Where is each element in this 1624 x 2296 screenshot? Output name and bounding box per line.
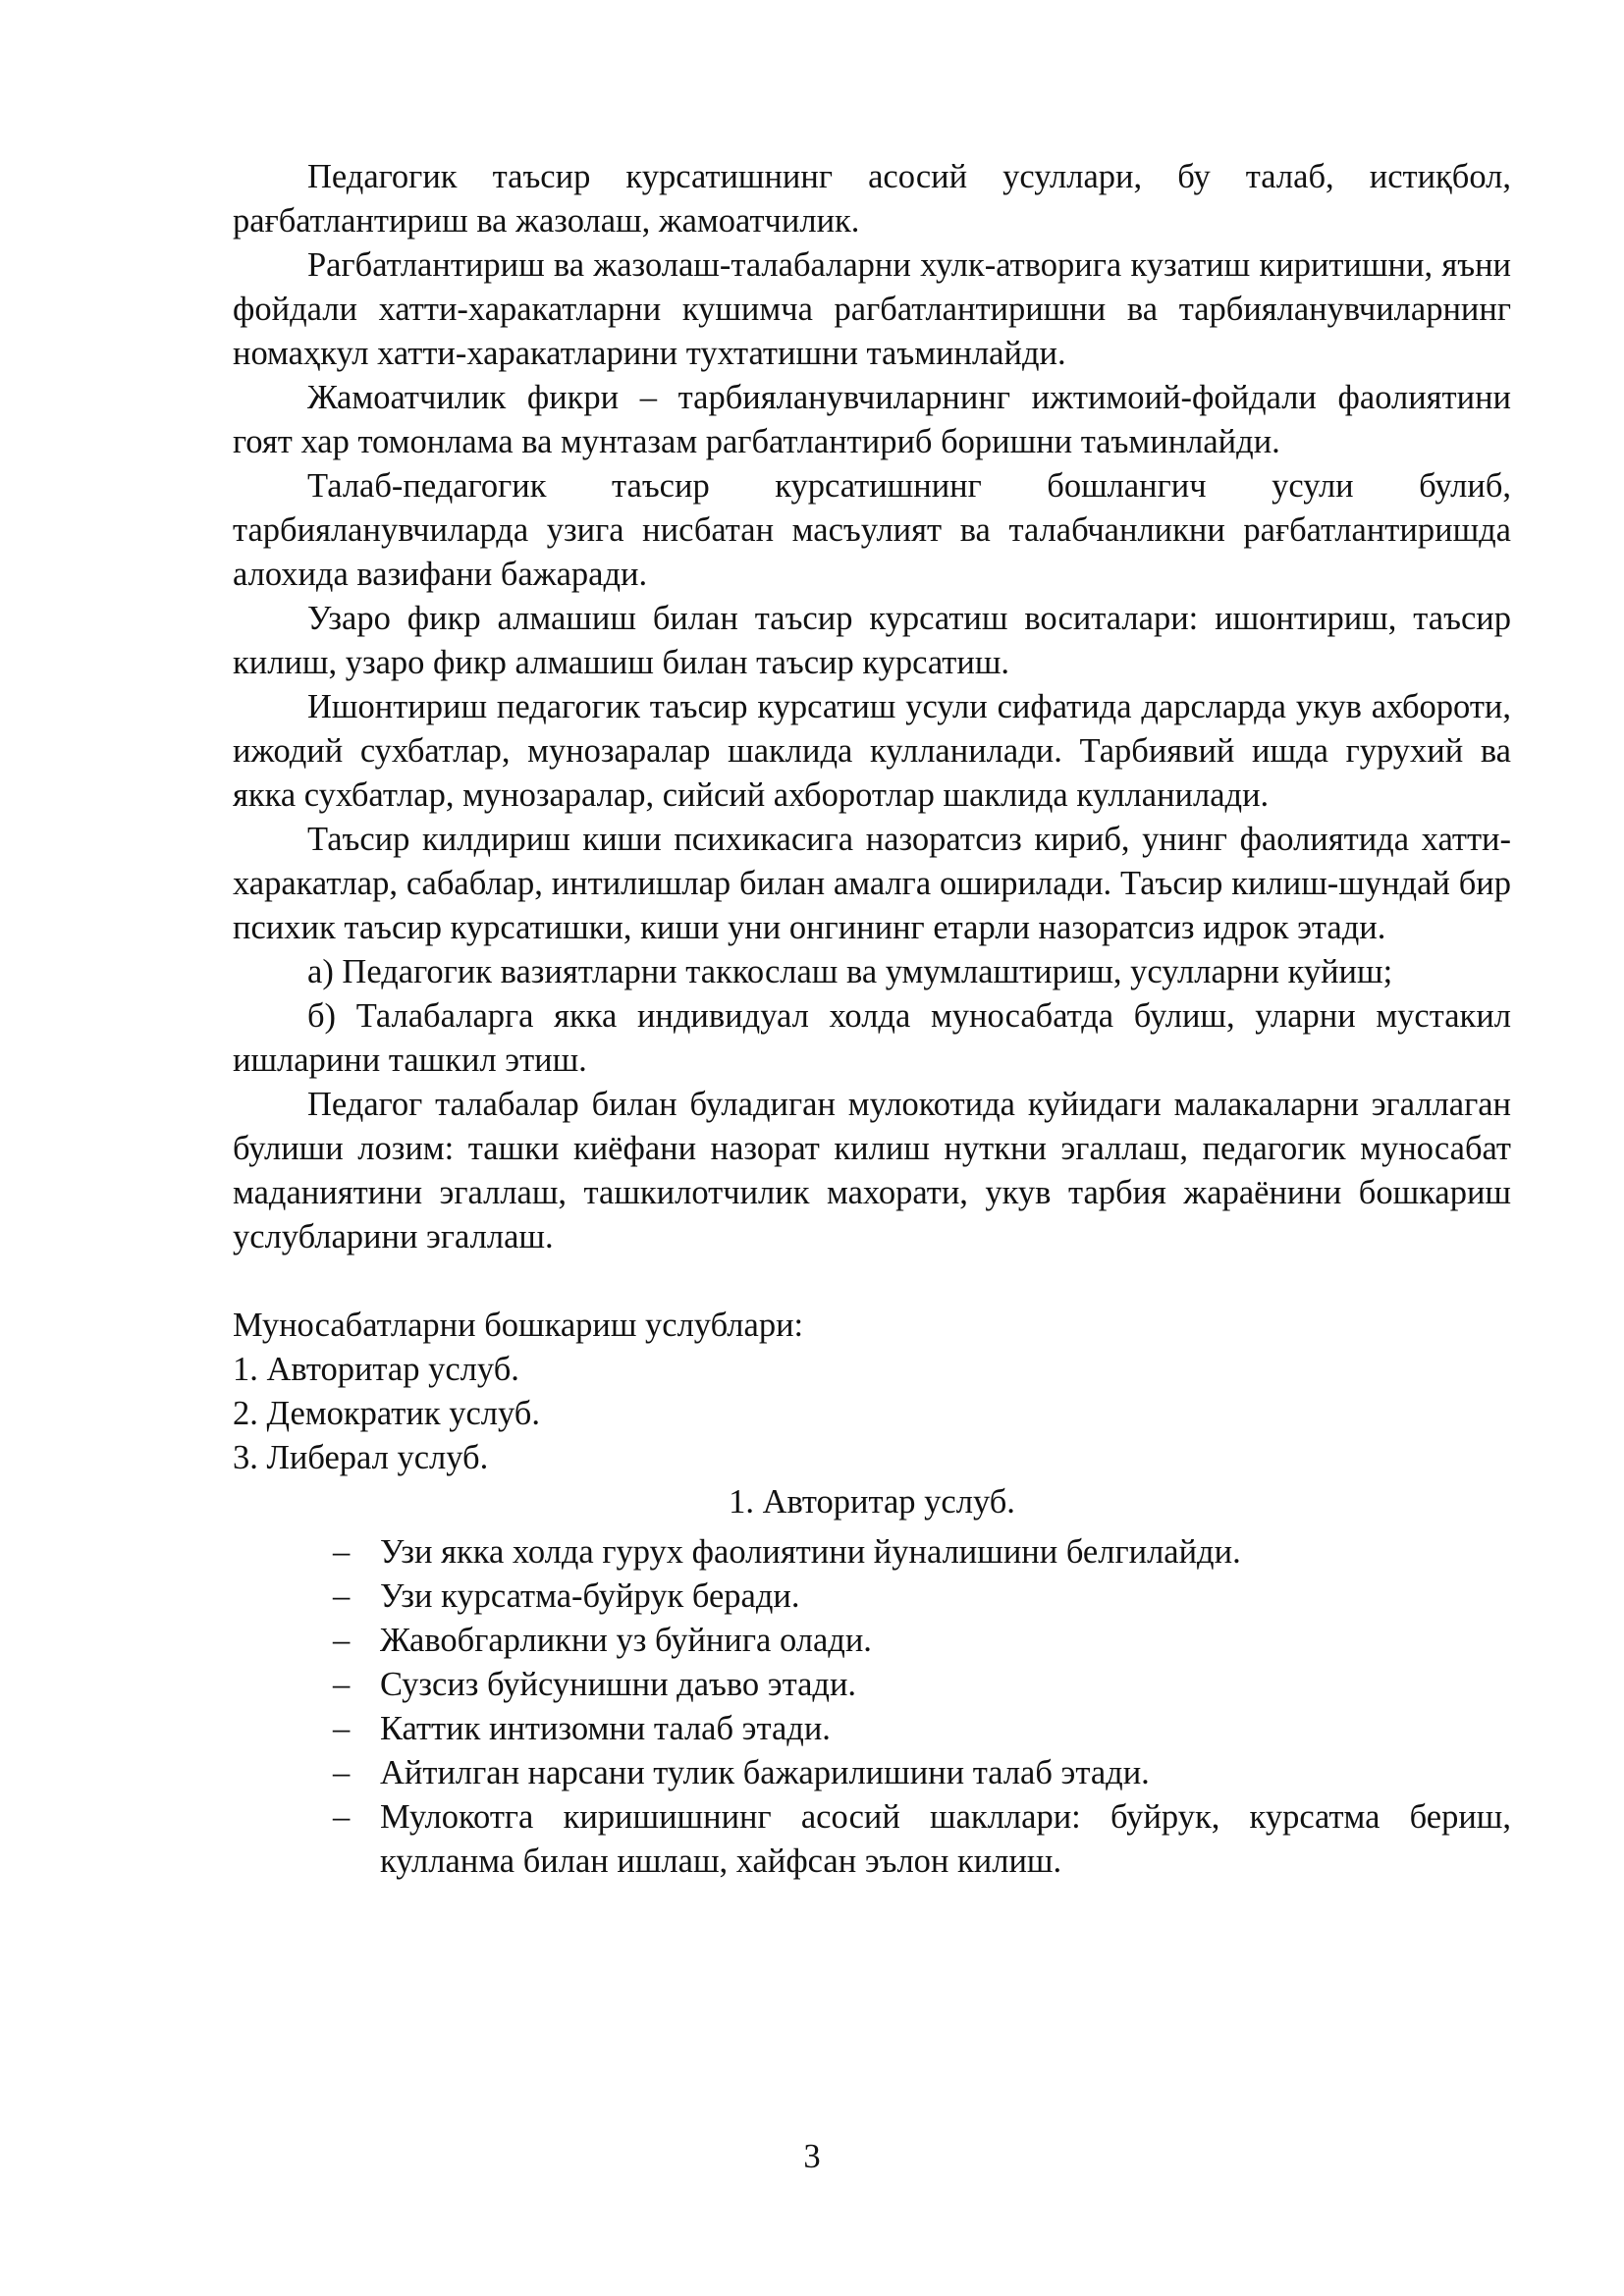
dash-bullet: –	[333, 1754, 351, 1791]
list-item	[233, 1707, 1511, 1751]
dash-bullet: –	[333, 1533, 351, 1571]
authoritarian-traits-list	[233, 1530, 1511, 1884]
list-item	[233, 1663, 1511, 1707]
section-title: 1. Авторитар услуб.	[729, 1483, 1015, 1521]
paragraph: Жамоатчилик фикри – тарбияланувчиларнинг ижтимоий-фойдали фаолиятини гоят хар томонлама ва мунтазам рагбатлантириб боришни таъминлайди.	[233, 379, 1511, 460]
styles-heading: Муносабатларни бошкариш услублари:	[233, 1307, 804, 1344]
list-item-text: Узи курсатма-буйрук беради.	[380, 1577, 800, 1615]
page-number: 3	[803, 2138, 821, 2175]
list-item	[233, 1795, 1511, 1884]
list-item-text: Айтилган нарсани тулик бажарилишини талаб этади.	[380, 1754, 1150, 1791]
paragraph: Таъсир килдириш киши психикасига назоратсиз кириб, унинг фаолиятида хатти-харакатлар, сабаблар, интилишлар билан амалга оширилади. Таъсир килиш-шундай бир психик таъсир курсатишки, киши уни онгининг етарли назоратсиз идрок этади.	[233, 821, 1511, 946]
list-item	[233, 1751, 1511, 1795]
dash-bullet: –	[333, 1577, 351, 1615]
styles-list-item: 2. Демократик услуб.	[233, 1395, 540, 1432]
list-item-text: Жавобгарликни уз буйнига олади.	[380, 1622, 872, 1659]
paragraph: Ишонтириш педагогик таъсир курсатиш усули сифатида дарсларда укув ахбороти, ижодий сухбатлар, мунозаралар шаклида кулланилади. Тарбиявий ишда гурухий ва якка сухбатлар, мунозаралар, сийсий ахборотлар шаклида кулланилади.	[233, 688, 1511, 814]
paragraph: а) Педагогик вазиятларни таккослаш ва умумлаштириш, усулларни куйиш;	[307, 953, 1393, 990]
page-content	[233, 155, 1511, 1884]
list-item-text: Мулокотга киришишнинг асосий шакллари: буйрук, курсатма бериш, кулланма билан ишлаш, хайфсан эълон килиш.	[380, 1798, 1511, 1880]
list-item-text: Узи якка холда гурух фаолиятини йуналишини белгилайди.	[380, 1533, 1241, 1571]
dash-bullet: –	[333, 1622, 351, 1659]
styles-list-item: 3. Либерал услуб.	[233, 1439, 489, 1476]
paragraph: Талаб-педагогик таъсир курсатишнинг бошлангич усули булиб, тарбияланувчиларда узига нисбатан масъулият ва талабчанликни рағбатлантиришда алохида вазифани бажаради.	[233, 467, 1511, 593]
styles-list-item: 1. Авторитар услуб.	[233, 1351, 519, 1388]
list-item	[233, 1619, 1511, 1663]
blank-line	[233, 1259, 1511, 1304]
paragraph: Рагбатлантириш ва жазолаш-талабаларни хулк-атворига кузатиш киритишни, яъни фойдали хатти-харакатларни кушимча рагбатлантиришни ва тарбияланувчиларнинг номаҳкул хатти-харакатларини тухтатишни таъминлайди.	[233, 246, 1511, 372]
paragraph: Педагог талабалар билан буладиган мулокотида куйидаги малакаларни эгаллаган булиши лозим: ташки киёфани назорат килиш нуткни эгаллаш, педагогик муносабат маданиятини эгаллаш, ташкилотчилик махорати, укув тарбия жараёнини бошкариш услубларини эгаллаш.	[233, 1086, 1511, 1255]
paragraph: Педагогик таъсир курсатишнинг асосий усуллари, бу талаб, истиқбол, рағбатлантириш ва жазолаш, жамоатчилик.	[233, 158, 1511, 240]
list-item-text: Каттик интизомни талаб этади.	[380, 1710, 831, 1747]
list-item-text: Сузсиз буйсунишни даъво этади.	[380, 1666, 857, 1703]
dash-bullet: –	[333, 1798, 351, 1836]
dash-bullet: –	[333, 1666, 351, 1703]
list-item	[233, 1575, 1511, 1619]
dash-bullet: –	[333, 1710, 351, 1747]
list-item	[233, 1530, 1511, 1575]
paragraph: Узаро фикр алмашиш билан таъсир курсатиш воситалари: ишонтириш, таъсир килиш, узаро фикр алмашиш билан таъсир курсатиш.	[233, 600, 1511, 681]
paragraph: б) Талабаларга якка индивидуал холда муносабатда булиш, уларни мустакил ишларини ташкил этиш.	[233, 997, 1511, 1079]
